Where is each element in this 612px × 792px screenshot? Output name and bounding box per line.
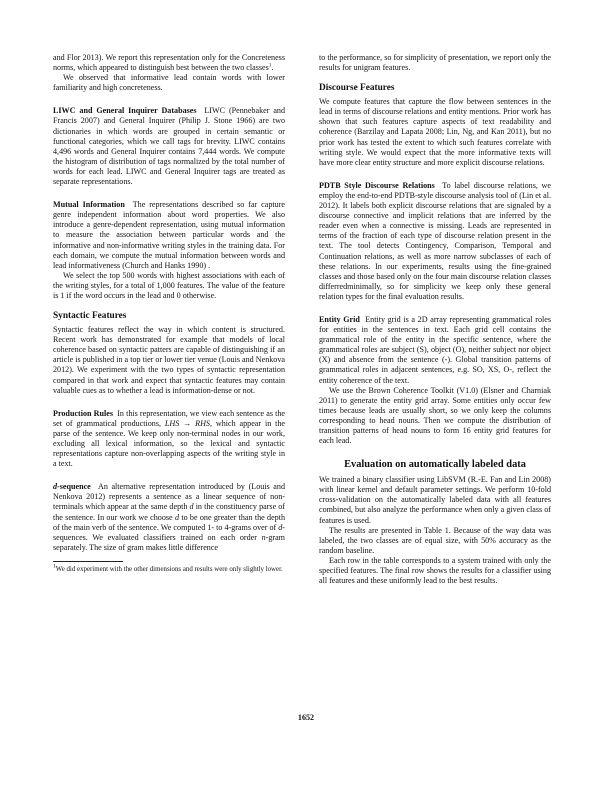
paragraph-unigram: to the performance, so for simplicity of presentation, we report only the results for unigram features. — [319, 53, 551, 73]
footnote: $^1$We did experiment with the other dimensions and results were only slightly lower. — [53, 563, 283, 573]
page-number: 1652 — [297, 713, 315, 722]
right-column — [319, 53, 551, 586]
paragraph-brown-toolkit: We use the Brown Coherence Toolkit (V1.0) (Elsner and Charniak 2011) to generate the entity grid array. Some entities only occur few times because leads are usually short, so we only keep the columns corresponding to head nouns. Then we compute the distribution of transition patterns of head nouns to form 16 entity grid features for each lead. — [319, 385, 551, 446]
paragraph-liwc: LIWC and General Inquirer Databases LIWC (Pennebaker and Francis 2007) and General Inquirer (Philip J. Stone 1966) are two dictionaries in which words are grouped in certain semantic or functional categories, which we call tags for brevity. LIWC contains 4,496 words and General Inquirer contains 7,444 words. We compute the histogram of distribution of tags normalized by the total number of words for each lead. LIWC and General Inquirer tags are treated as separate representations. — [53, 106, 285, 187]
paragraph-mutual-information: Mutual Information The representations described so far capture genre independent information about word properties. We also introduce a genre-dependent representation, using mutual information to measure the association between particular words and the informative and non-informative writing styles in the training data. For each domain, we compute the mutual information between words and lead informativeness (Church and Hanks 1990) . — [53, 200, 285, 270]
paragraph-syntactic: Syntactic features reflect the way in which content is structured. Recent work has demonstrated for example that models of local coherence based on syntactic patters are capable of distinguishing if an article is published in a top tier or lower tier venue (Louis and Nenkova 2012). We experiment with the two types of syntactic representation compared in that work and expect that syntactic features may contain valuable cues as to whether a lead is information-dense or not. — [53, 325, 285, 395]
paragraph-concreteness: and Flor 2013). We report this representation only for the Concreteness norms, which appeared to distinguish best between the two classes$^1$. — [53, 53, 285, 73]
paragraph-table-rows: Each row in the table corresponds to a system trained with only the specified features. The final row shows the results for a classifier using all features and these uniformly lead to the best results. — [319, 555, 551, 586]
footnote-marker: 1 — [268, 62, 272, 69]
paragraph-production-rules: Production Rules In this representation, we view each sentence as the set of grammatical productions, LHS → RHS, which appear in the parse of the sentence. We keep only non-terminal nodes in our work, excluding all lexical information, so the lexical and syntactic representations capture non-overlapping aspects of the writing style in a text. — [53, 408, 285, 469]
footnote-rule — [53, 561, 123, 562]
paragraph-entity-grid: Entity Grid Entity grid is a 2D array representing grammatical roles for entities in the sentences in text. Each grid cell contains the grammatical role of the entity in the specific sentence, where the grammatical roles are subject (S), object (O), neither subject nor object (X) and absence from the sentence (-). Global transition patterns of grammatical roles in adjacent sentences, e.g. SO, XS, O-, reflect the entity coherence of the text. — [319, 314, 552, 385]
paragraph-top-words: We select the top 500 words with highest associations with each of the writing styles, for a total of 1,000 features. The value of the feature is 1 if the word occurs in the lead and 0 otherwise. — [53, 270, 285, 300]
section-title-evaluation: Evaluation on automatically labeled data — [344, 459, 526, 471]
run-in-heading-production-rules: Production Rules — [53, 408, 113, 418]
run-in-heading-entity-grid: Entity Grid — [319, 314, 360, 324]
section-title-syntactic: Syntactic Features — [53, 311, 127, 322]
left-column — [53, 53, 285, 574]
paragraph-libsvm: We trained a binary classifier using LibSVM (R.-E. Fan and Lin 2008) with linear kernel and default parameter settings. We perform 10-fold cross-validation on the automatically labeled data with all features combined, but also analyze the performance when only a given class of features is used. — [319, 475, 551, 525]
section-title-discourse: Discourse Features — [319, 83, 395, 94]
run-in-heading-pdtb: PDTB Style Discourse Relations — [319, 180, 435, 190]
paragraph-results: The results are presented in Table 1. Because of the way data was labeled, the two classes are of equal size, with 50% accuracy as the random baseline. — [319, 525, 551, 555]
paragraph-observation: We observed that informative lead contain words with lower familiarity and high concreteness. — [53, 73, 285, 93]
paragraph-pdtb: PDTB Style Discourse Relations To label discourse relations, we employ the end-to-end PDTB-style discourse analysis tool of (Lin et al. 2012). It labels both explicit discourse relations that are signaled by a discourse connective and implicit relations that are inferred by the reader even when a connective is missing. Leads are represented in terms of the fraction of each type of discourse relation present in the text. The tool detects Contingency, Comparison, Temporal and Continuation relations, as well as more narrow subclasses of each of these relations. In our experiments, results using the fine-grained classes and those based only on the four main discourse relation classes differredminimally, so for simplicity we keep only these general relation types for the final evaluation results. — [319, 180, 551, 301]
run-in-heading-d-sequence: d-sequence — [53, 482, 91, 492]
paragraph-d-sequence: d-sequence An alternative representation introduced by (Louis and Nenkova 2012) represents a sentence as a linear sequence of non-terminals which appear at the same depth d in the constituency parse of the sentence. In our work we choose d to be one greater than the depth of the main verb of the sentence. We computed 1- to 4-grams over of d-sequences. We evaluated classifiers trained on each order n-gram separately. The size of gram makes little difference — [53, 482, 286, 552]
run-in-heading-mi: Mutual Information — [53, 200, 125, 210]
paragraph-discourse: We compute features that capture the flow between sentences in the lead in terms of discourse relations and entity mentions. Prior work has shown that such features capture aspects of text readability and coherence (Barzilay and Lapata 2008; Lin, Ng, and Kan 2011), but no prior work has tested the extent to which such features correlate with writing style. We would expect that the more informative texts will have more clear entity structure and more explicit discourse relations. — [319, 97, 551, 167]
run-in-heading-liwc: LIWC and General Inquirer Databases — [53, 106, 197, 116]
